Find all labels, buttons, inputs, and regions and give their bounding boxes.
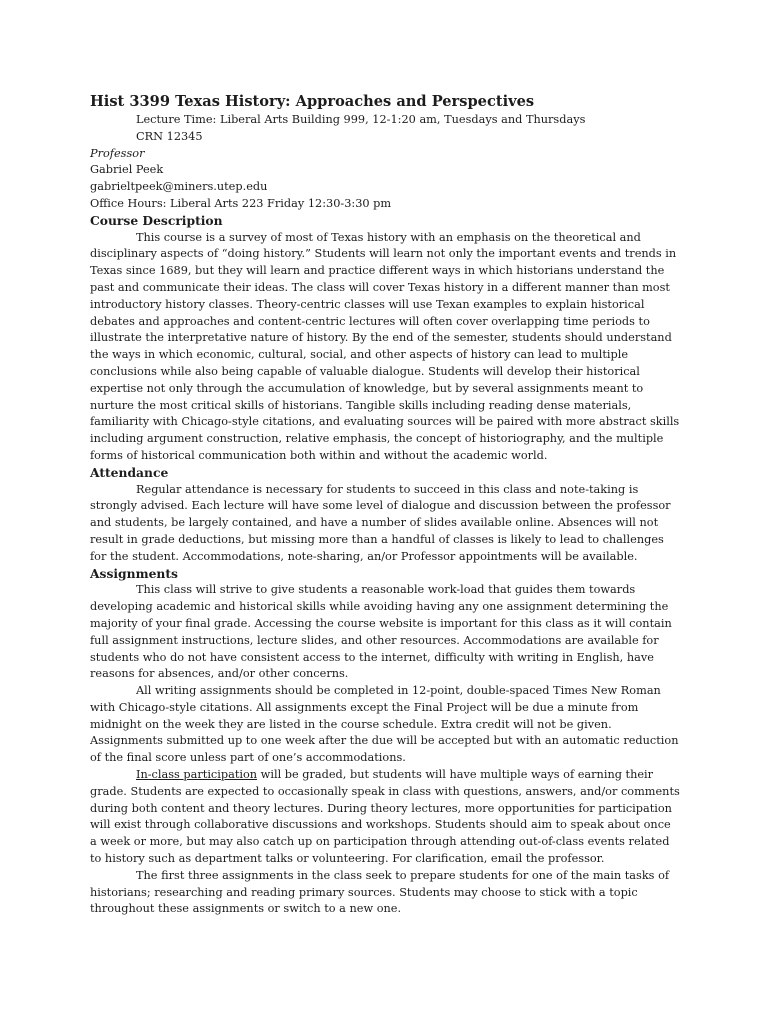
assignments-paragraph-workload: This class will strive to give students a reasonable work-load that guides them towards developing academic and historical skills while avoiding having any one assignment determining the majority of your final grade. Accessing the course website is important for this class as it will contain full assignment instructions, lecture slides, and other resources. Accommodations are available for students who do not have consistent access to the internet, difficulty with writing in English, have reasons for absences, and/or other concerns. [90, 583, 672, 681]
course-description-heading: Course Description [90, 212, 223, 228]
professor-label: Professor [90, 146, 145, 160]
course-title: Hist 3399 Texas History: Approaches and Perspectives [90, 93, 535, 110]
attendance-paragraph: Regular attendance is necessary for students to succeed in this class and note-taking is strongly advised. Each lecture will have some level of dialogue and discussion between the professor and students, be largely contained, and have a number of slides available online. Absences will not result in grade deductions, but missing more than a handful of classes is likely to lead to challenges for the student. Accommodations, note-sharing, an/or Professor appointments will be available. [90, 482, 671, 563]
assignments-paragraph-formatting: All writing assignments should be completed in 12-point, double-spaced Times New Roman with Chicago-style citations. All assignments except the Final Project will be due a minute from midnight on the week they are listed in the course schedule. Extra credit will not be given. Assignments submitted up to one week after the due will be accepted but with an automatic reduction of the final score unless part of one’s accommodations. [90, 684, 679, 765]
professor-email: gabrieltpeek@miners.utep.edu [90, 180, 268, 194]
assignments-heading: Assignments [90, 565, 178, 581]
participation-text: will be graded, but students will have multiple ways of earning their grade. Students are expected to occasionally speak in class with questions, answers, and/or comments during both content and theory lectures. During theory lectures, more opportunities for participation will exist through collaborative discussions and workshops. Students should aim to speak about once a week or more, but may also catch up on participation through attending out-of-class events related to history such as department talks or volunteering. For clarification, email the professor. [90, 768, 680, 866]
attendance-heading: Attendance [90, 464, 169, 480]
office-hours: Office Hours: Liberal Arts 223 Friday 12:30-3:30 pm [90, 196, 392, 210]
syllabus-page [90, 92, 680, 918]
assignments-paragraph-primary-sources: The first three assignments in the class seek to prepare students for one of the main tasks of historians; researching and reading primary sources. Students may choose to stick with a topic throughout these assignments or switch to a new one. [90, 868, 670, 916]
course-description-paragraph: This course is a survey of most of Texas history with an emphasis on the theoretical and disciplinary aspects of “doing history.” Students will learn not only the important events and trends in Texas since 1689, but they will learn and practice different ways in which historians understand the past and communicate their ideas. The class will cover Texas history in a different manner than most introductory history classes. Theory-centric classes will use Texan examples to explain historical debates and approaches and content-centric lectures will often cover overlapping time periods to illustrate the interpretative nature of history. By the end of the semester, students should understand the ways in which economic, cultural, social, and other aspects of history can lead to multiple conclusions while also being capable of valuable dialogue. Students will develop their historical expertise not only through the accumulation of knowledge, but by several assignments meant to nurture the most critical skills of historians. Tangible skills including reading dense materials, familiarity with Chicago-style citations, and evaluating sources will be paired with more abstract skills including argument construction, relative emphasis, the concept of historiography, and the multiple forms of historical communication both within and without the academic world. [90, 230, 680, 462]
participation-label: In-class participation [136, 768, 258, 782]
professor-name: Gabriel Peek [90, 163, 164, 177]
lecture-time: Lecture Time: Liberal Arts Building 999, 12-1:20 am, Tuesdays and Thursdays [136, 113, 586, 126]
assignments-paragraph-participation [90, 767, 680, 868]
crn-number: CRN 12345 [136, 129, 203, 143]
